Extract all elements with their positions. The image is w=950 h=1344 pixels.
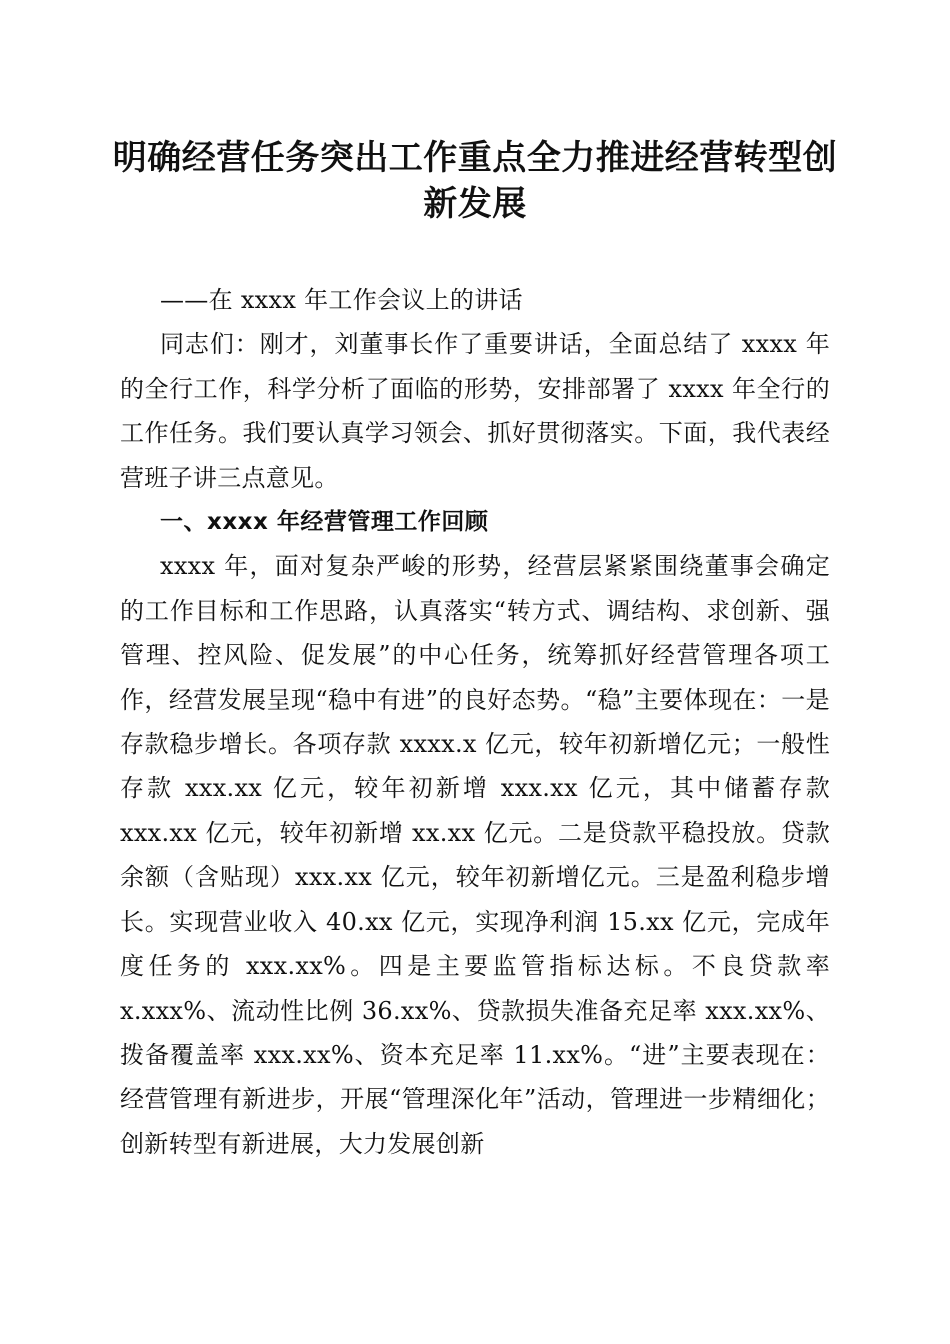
section-paragraph: xxxx 年，面对复杂严峻的形势，经营层紧紧围绕董事会确定的工作目标和工作思路，认真落实“转方式、调结构、求创新、强管理、控风险、促发展”的中心任务，统筹抓好经营管理各项工作，经营发展呈现“稳中有进”的良好态势。“稳”主要体现在：一是存款稳步增长。各项存款 xxxx.x 亿元，较年初新增亿元；一般性存款 xxx.xx 亿元，较年初新增 xxx.xx 亿元，其中储蓄存款 xxx.xx 亿元，较年初新增 xx.xx 亿元。二是贷款平稳投放。贷款余额（含贴现）xxx.xx 亿元，较年初新增亿元。三是盈利稳步增长。实现营业收入 40.xx 亿元，实现净利润 15.xx 亿元，完成年度任务的 xxx.xx%。四是主要监管指标达标。不良贷款率 x.xxx%、流动性比例 36.xx%、贷款损失准备充足率 xxx.xx%、拨备覆盖率 xxx.xx%、资本充足率 11.xx%。“进”主要表现在：经营管理有新进步，开展“管理深化年”活动，管理进一步精细化；创新转型有新进展，大力发展创新 (120, 552, 830, 1158)
opening-paragraph: 同志们：刚才，刘董事长作了重要讲话，全面总结了 xxxx 年的全行工作，科学分析了面临的形势，安排部署了 xxxx 年全行的工作任务。我们要认真学习领会、抓好贯彻落实。下面，我代表经营班子讲三点意见。 (120, 330, 830, 492)
section-heading: 一、xxxx 年经营管理工作回顾 (160, 509, 489, 536)
document-title: 明确经营任务突出工作重点全力推进经营转型创新发展 (112, 138, 838, 224)
subtitle: ——在 xxxx 年工作会议上的讲话 (160, 286, 523, 314)
document-body (120, 278, 830, 1166)
